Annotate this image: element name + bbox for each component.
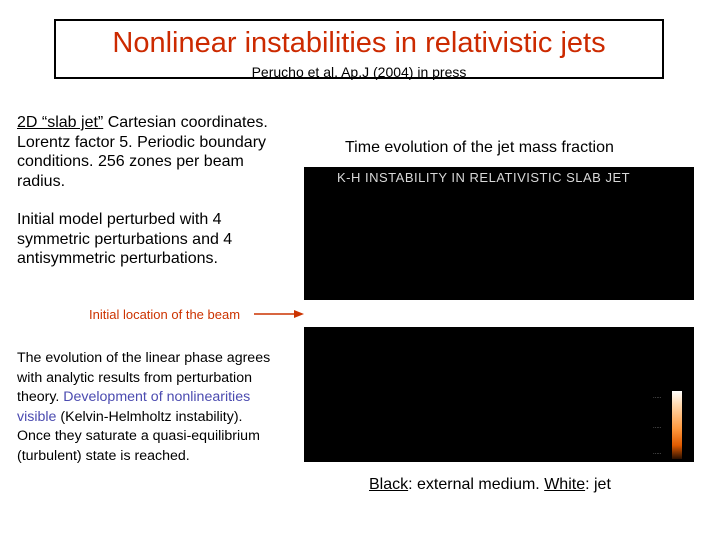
- beam-location-label: Initial location of the beam: [89, 307, 241, 322]
- arrow-right-icon: [254, 307, 304, 321]
- legend-white-word: White: [544, 476, 586, 493]
- slide-title: Nonlinear instabilities in relativistic jets: [112, 27, 606, 59]
- evolution-text-2: (Kelvin-Helmholtz instability). Once they saturate a quasi-equilibrium (turbulent) state is reached.: [17, 408, 260, 464]
- colorbar-tick: ·····: [653, 425, 662, 431]
- evolution-text-1: The evolution of the linear phase agrees with analytic results from perturbation theory.: [17, 350, 271, 405]
- colorbar: [672, 391, 682, 459]
- simulation-title: K-H INSTABILITY IN RELATIVISTIC SLAB JET: [337, 170, 631, 185]
- simulation-frame-top: [304, 167, 694, 300]
- legend-black-text: : external medium.: [408, 476, 545, 493]
- color-legend-caption: [369, 476, 611, 494]
- colorbar-tick: ·····: [653, 451, 662, 457]
- title-box: [54, 19, 664, 79]
- colorbar-tick: ·····: [653, 395, 662, 401]
- slab-jet-term: 2D “slab jet”: [17, 114, 104, 131]
- panel-caption: Time evolution of the jet mass fraction: [345, 139, 614, 156]
- legend-black-word: Black: [369, 476, 409, 493]
- evolution-description: [17, 349, 277, 466]
- model-description-text: Cartesian coordinates. Lorentz factor 5. Periodic boundary conditions. 256 zones per beam radius.: [17, 114, 268, 190]
- nonlinearities-highlight: Development of nonlinearities visible: [17, 389, 251, 425]
- slide-subtitle: Perucho et al, Ap.J (2004) in press: [251, 64, 467, 80]
- simulation-frame-bottom: [304, 327, 694, 462]
- model-description: [17, 113, 287, 191]
- perturbation-description: Initial model perturbed with 4 symmetric perturbations and 4 antisymmetric perturbations.: [17, 211, 233, 267]
- legend-white-text: : jet: [585, 476, 611, 493]
